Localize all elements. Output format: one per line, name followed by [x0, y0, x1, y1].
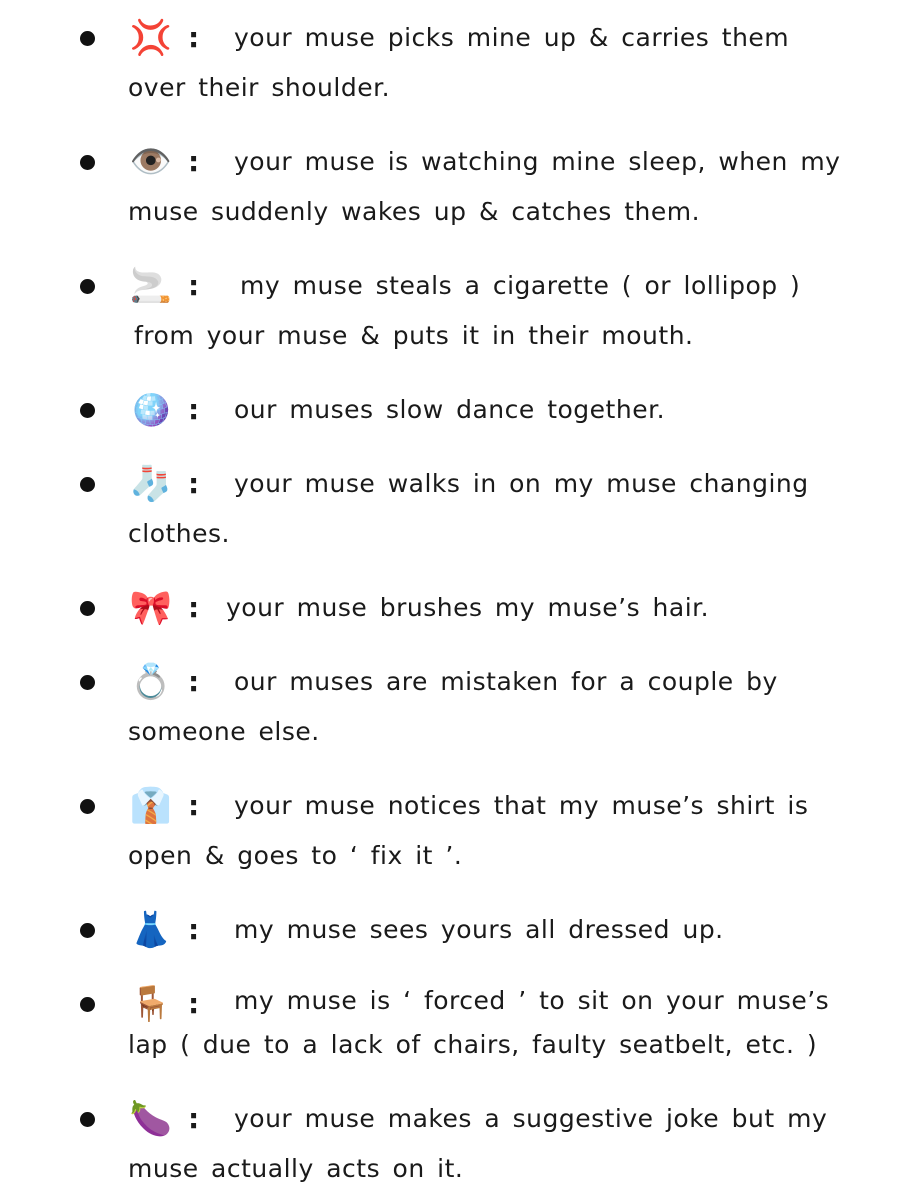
bullet-icon [80, 799, 95, 814]
colon-separator: : [188, 913, 200, 946]
colon-separator: : [188, 393, 200, 426]
mirror-ball-icon: 🪩 [129, 390, 173, 430]
chair-icon: 🪑 [129, 984, 173, 1024]
bullet-icon [80, 31, 95, 46]
prompt-text: your muse is watching mine sleep, when my muse suddenly wakes up & catches them. [128, 147, 841, 226]
ribbon-icon: 🎀 [129, 588, 173, 628]
prompt-text: my muse is ‘ forced ’ to sit on your muse’s lap ( due to a lack of chairs, faulty seatbelt, etc. ) [128, 986, 830, 1059]
shirt-tie-icon: 👔 [129, 786, 173, 826]
bullet-icon [80, 279, 95, 294]
bullet-icon [80, 477, 95, 492]
colon-separator: : [188, 987, 200, 1020]
prompt-text: your muse makes a suggestive joke but my muse actually acts on it. [128, 1104, 828, 1183]
colon-separator: : [188, 467, 200, 500]
bullet-icon [80, 1112, 95, 1127]
sock-icon: 🧦 [129, 464, 173, 504]
prompt-text: our muses slow dance together. [234, 395, 666, 424]
prompt-text: your muse walks in on my muse changing clothes. [128, 469, 809, 548]
eye-icon: 👁️ [129, 142, 173, 182]
prompt-text: your muse notices that my muse’s shirt is open & goes to ‘ fix it ’. [128, 791, 809, 870]
colon-separator: : [188, 665, 200, 698]
prompt-text: my muse steals a cigarette ( or lollipop ) from your muse & puts it in their mouth. [134, 271, 801, 350]
bullet-icon [80, 675, 95, 690]
colon-separator: : [188, 145, 200, 178]
ring-icon: 💍 [129, 662, 173, 702]
colon-separator: : [188, 21, 200, 54]
dress-icon: 👗 [129, 910, 173, 950]
prompt-text: our muses are mistaken for a couple by someone else. [128, 667, 778, 746]
colon-separator: : [188, 269, 200, 302]
prompt-text: my muse sees yours all dressed up. [234, 915, 724, 944]
colon-separator: : [188, 1102, 200, 1135]
bullet-icon [80, 601, 95, 616]
cigarette-icon: 🚬 [129, 266, 173, 306]
bullet-icon [80, 997, 95, 1012]
bullet-icon [80, 155, 95, 170]
prompt-text: your muse picks mine up & carries them over their shoulder. [128, 23, 790, 102]
colon-separator: : [188, 789, 200, 822]
anger-icon: 💢 [129, 18, 173, 58]
eggplant-icon: 🍆 [129, 1099, 173, 1139]
bullet-icon [80, 923, 95, 938]
prompt-text: your muse brushes my muse’s hair. [226, 593, 710, 622]
colon-separator: : [188, 591, 200, 624]
bullet-icon [80, 403, 95, 418]
